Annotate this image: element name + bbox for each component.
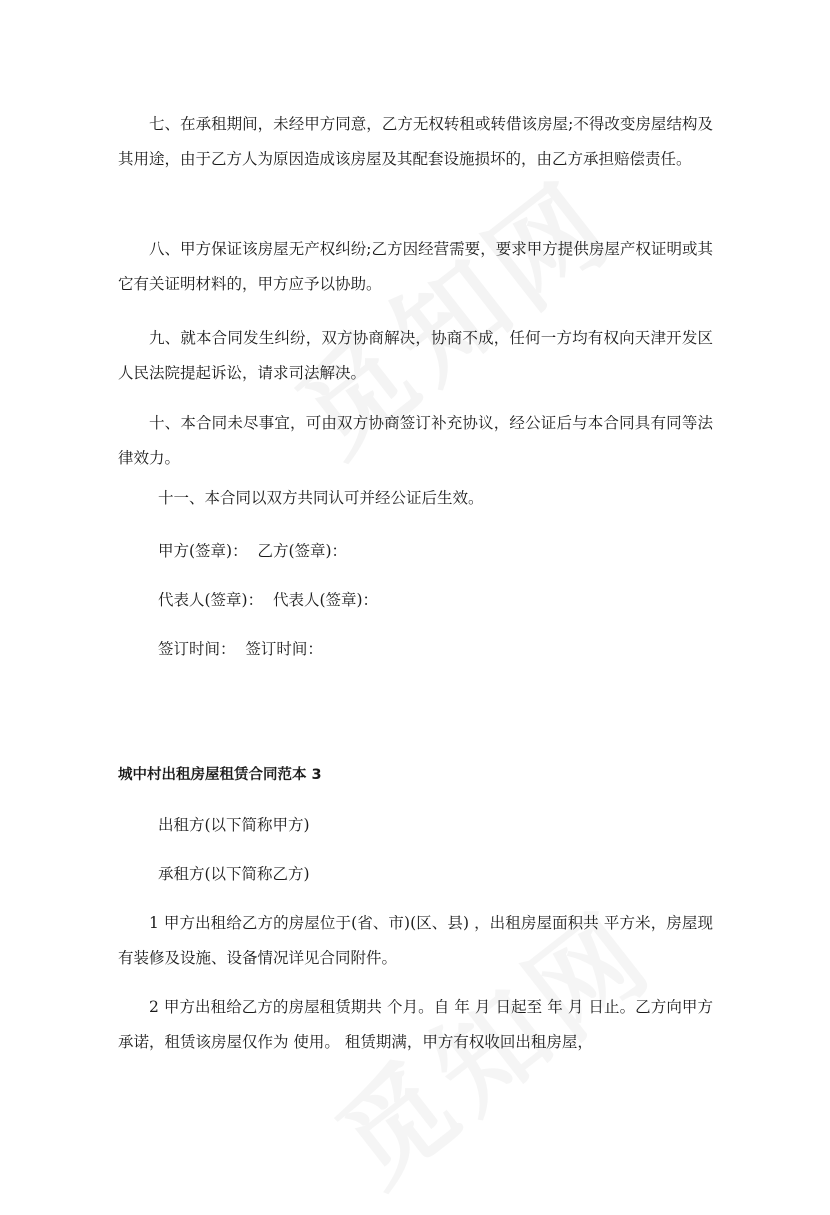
signature-representatives: 代表人(签章)： 代表人(签章)：: [158, 591, 379, 609]
lessee-line: 承租方(以下简称乙方): [158, 865, 310, 883]
item-2: 2 甲方出租给乙方的房屋租赁期共 个月。自 年 月 日起至 年 月 日止。乙方向甲方承诺，租赁该房屋仅作为 使用。 租赁期满，甲方有权收回出租房屋，: [118, 998, 713, 1051]
signature-parties: 甲方(签章)： 乙方(签章)：: [158, 542, 348, 560]
clause-7: 七、在承租期间，未经甲方同意，乙方无权转租或转借该房屋;不得改变房屋结构及其用途，由于乙方人为原因造成该房屋及其配套设施损坏的，由乙方承担赔偿责任。: [118, 115, 713, 168]
lessor-line: 出租方(以下简称甲方): [158, 816, 310, 834]
clause-11: 十一、本合同以双方共同认可并经公证后生效。: [158, 489, 484, 507]
clause-10: 十、本合同未尽事宜，可由双方协商签订补充协议，经公证后与本合同具有同等法律效力。: [118, 414, 713, 467]
clause-9: 九、就本合同发生纠纷，双方协商解决，协商不成，任何一方均有权向天津开发区人民法院提起诉讼，请求司法解决。: [118, 329, 713, 382]
signature-dates: 签订时间： 签订时间：: [158, 640, 323, 658]
item-1: 1 甲方出租给乙方的房屋位于(省、市)(区、县) ，出租房屋面积共 平方米，房屋现有装修及设施、设备情况详见合同附件。: [118, 914, 713, 967]
clause-8: 八、甲方保证该房屋无产权纠纷;乙方因经营需要，要求甲方提供房屋产权证明或其它有关证明材料的，甲方应予以协助。: [118, 240, 713, 293]
section-title: 城中村出租房屋租赁合同范本 3: [118, 767, 322, 783]
